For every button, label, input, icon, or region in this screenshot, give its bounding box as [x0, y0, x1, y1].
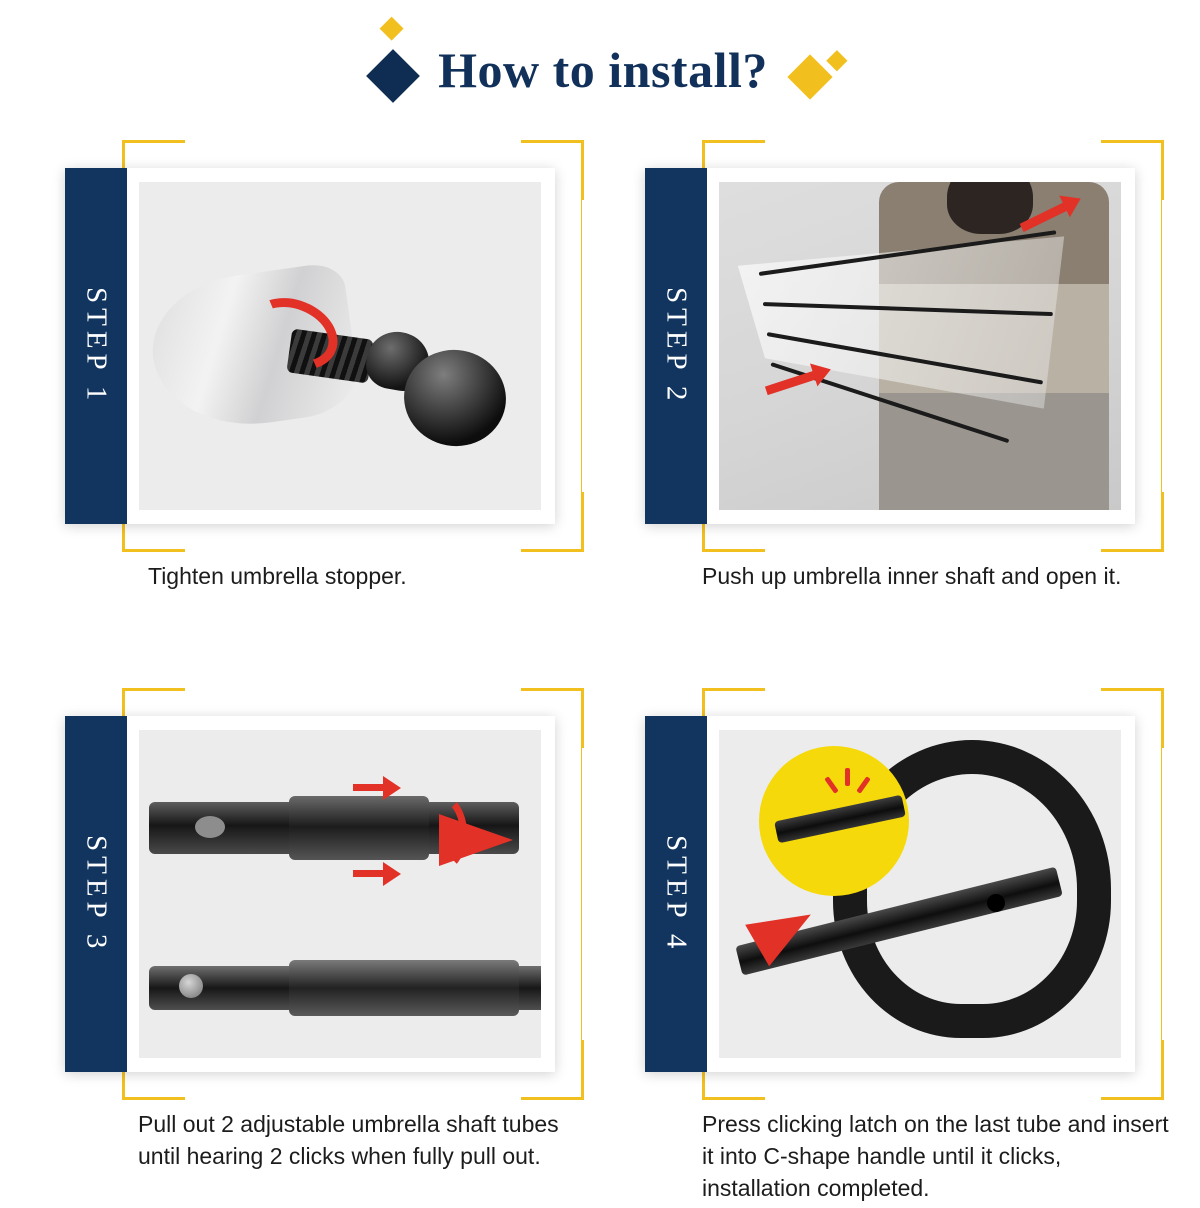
header-inner	[374, 41, 826, 99]
step-card-3	[30, 688, 590, 1208]
step-4-tab	[645, 716, 707, 1072]
step-4-caption: Press clicking latch on the last tube and insert it into C-shape handle until it clicks, installation completed.	[702, 1111, 1169, 1201]
step-2-photo	[719, 182, 1121, 510]
step-1-card	[65, 168, 555, 524]
small-arrow-icon	[353, 870, 387, 877]
step-1-tab-label: STEP 1	[80, 286, 113, 406]
diamond-yellow-icon	[787, 54, 832, 99]
step-4-photo	[719, 730, 1121, 1058]
step-1-photo	[139, 182, 541, 510]
step-3-tab	[65, 716, 127, 1072]
page-title: How to install?	[438, 42, 768, 98]
step-2-card	[645, 168, 1135, 524]
step-3-card	[65, 716, 555, 1072]
step-2-caption: Push up umbrella inner shaft and open it.	[702, 563, 1122, 589]
step-2-tab-label: STEP 2	[660, 286, 693, 406]
step-2-tab	[645, 168, 707, 524]
step-3-photo	[139, 730, 541, 1058]
step-card-4	[610, 688, 1170, 1208]
shaft-tube-lower-inner-shape	[289, 960, 519, 1016]
step-card-1	[30, 140, 590, 660]
screw-head-shape	[179, 974, 203, 998]
step-1-caption: Tighten umbrella stopper.	[148, 563, 407, 589]
latch-hole-shape	[987, 894, 1005, 912]
click-spark-icon	[829, 766, 869, 800]
diamond-dark-icon	[366, 49, 420, 103]
step-1-tab	[65, 168, 127, 524]
step-card-2	[610, 140, 1170, 660]
step-4-card	[645, 716, 1135, 1072]
pull-arrow-icon	[439, 814, 513, 866]
step-3-caption: Pull out 2 adjustable umbrella shaft tubes until hearing 2 clicks when fully pull out.	[138, 1111, 559, 1169]
page-header	[0, 0, 1200, 140]
small-arrow-icon	[353, 784, 387, 791]
tube-button-shape	[195, 816, 225, 838]
step-4-tab-label: STEP 4	[660, 834, 693, 954]
steps-grid	[0, 140, 1200, 1208]
step-3-tab-label: STEP 3	[80, 834, 113, 954]
